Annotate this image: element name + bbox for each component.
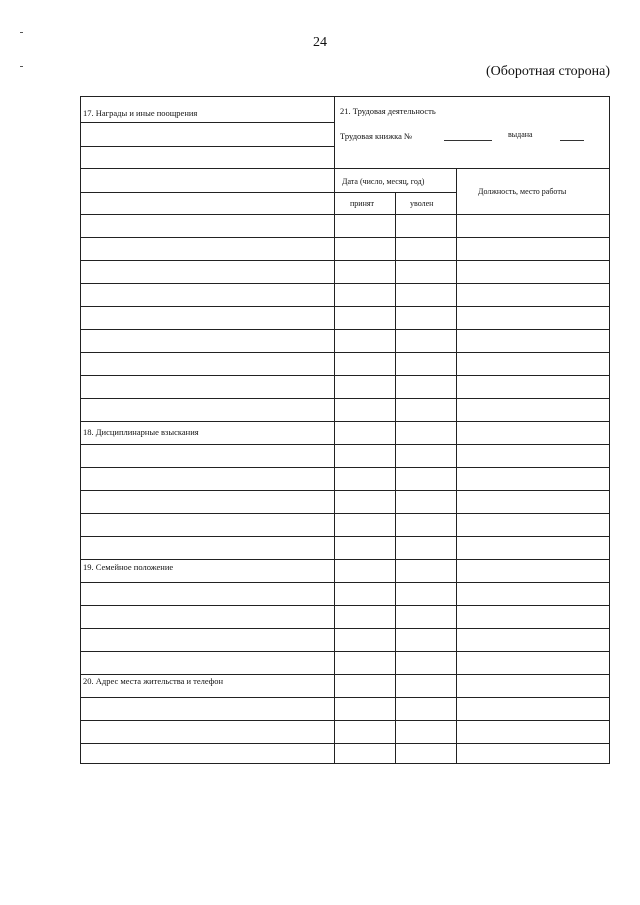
employment-table-row-line xyxy=(334,444,610,445)
date-subheader-divider xyxy=(334,192,456,193)
left-ruled-line xyxy=(80,192,334,193)
reverse-side-label: (Оборотная сторона) xyxy=(486,64,610,79)
employment-table-row-line xyxy=(334,398,610,399)
scan-speck xyxy=(20,66,23,67)
employment-table-row-line xyxy=(334,582,610,583)
employment-table-row-line xyxy=(334,237,610,238)
position-column-header: Должность, место работы xyxy=(478,187,567,196)
employment-table-row-line xyxy=(334,697,610,698)
left-ruled-line xyxy=(80,536,334,537)
right-header-bottom xyxy=(334,214,610,215)
issued-label: выдана xyxy=(508,130,533,139)
table-border-top xyxy=(80,96,610,97)
employment-table-row-line xyxy=(334,490,610,491)
left-ruled-line xyxy=(80,651,334,652)
employment-table-row-line xyxy=(334,283,610,284)
employment-table-row-line xyxy=(334,720,610,721)
left-ruled-line xyxy=(80,214,334,215)
employment-table-row-line xyxy=(334,329,610,330)
page-number: 24 xyxy=(313,35,327,50)
left-ruled-line xyxy=(80,674,334,675)
table-border-bottom xyxy=(80,763,610,764)
right-header-divider xyxy=(334,168,610,169)
scan-speck xyxy=(20,32,23,33)
left-ruled-line xyxy=(80,513,334,514)
left-ruled-line xyxy=(80,605,334,606)
employment-table-row-line xyxy=(334,605,610,606)
employment-table-row-line xyxy=(334,306,610,307)
left-ruled-line xyxy=(80,122,334,123)
left-ruled-line xyxy=(80,375,334,376)
section-20-title: 20. Адрес места жительства и телефон xyxy=(83,676,224,686)
column-divider-main xyxy=(334,96,335,764)
section-21-title: 21. Трудовая деятельность xyxy=(340,106,436,116)
employment-table-row-line xyxy=(334,260,610,261)
section-19-title: 19. Семейное положение xyxy=(83,562,174,572)
left-ruled-line xyxy=(80,490,334,491)
hired-column-header: принят xyxy=(350,199,375,208)
date-column-header: Дата (число, месяц, год) xyxy=(342,177,425,186)
left-ruled-line xyxy=(80,467,334,468)
left-ruled-line xyxy=(80,582,334,583)
workbook-number-label: Трудовая книжка № xyxy=(340,131,413,141)
employment-table-row-line xyxy=(334,743,610,744)
issued-blank[interactable] xyxy=(560,140,584,141)
employment-table-row-line xyxy=(334,421,610,422)
employment-table-row-line xyxy=(334,559,610,560)
personnel-form-table xyxy=(80,96,610,764)
employment-table-row-line xyxy=(334,513,610,514)
left-ruled-line xyxy=(80,283,334,284)
left-ruled-line xyxy=(80,237,334,238)
employment-table-row-line xyxy=(334,467,610,468)
left-ruled-line xyxy=(80,306,334,307)
left-ruled-line xyxy=(80,628,334,629)
left-ruled-line xyxy=(80,260,334,261)
section-17-title: 17. Награды и иные поощрения xyxy=(83,108,198,118)
left-ruled-line xyxy=(80,146,334,147)
employment-table-row-line xyxy=(334,536,610,537)
employment-table-row-line xyxy=(334,628,610,629)
section-18-title: 18. Дисциплинарные взыскания xyxy=(83,427,199,437)
left-ruled-line xyxy=(80,421,334,422)
employment-table-row-line xyxy=(334,375,610,376)
column-divider-dates xyxy=(395,192,396,764)
left-ruled-line xyxy=(80,444,334,445)
left-ruled-line xyxy=(80,352,334,353)
employment-table-row-line xyxy=(334,651,610,652)
left-ruled-line xyxy=(80,398,334,399)
dismissed-column-header: уволен xyxy=(410,199,434,208)
employment-table-row-line xyxy=(334,352,610,353)
left-ruled-line xyxy=(80,329,334,330)
left-ruled-line xyxy=(80,559,334,560)
left-ruled-line xyxy=(80,168,334,169)
table-border-left xyxy=(80,96,81,764)
left-ruled-line xyxy=(80,720,334,721)
table-border-right xyxy=(609,96,610,764)
employment-table-row-line xyxy=(334,674,610,675)
workbook-number-blank[interactable] xyxy=(444,140,492,141)
left-ruled-line xyxy=(80,697,334,698)
left-ruled-line xyxy=(80,743,334,744)
